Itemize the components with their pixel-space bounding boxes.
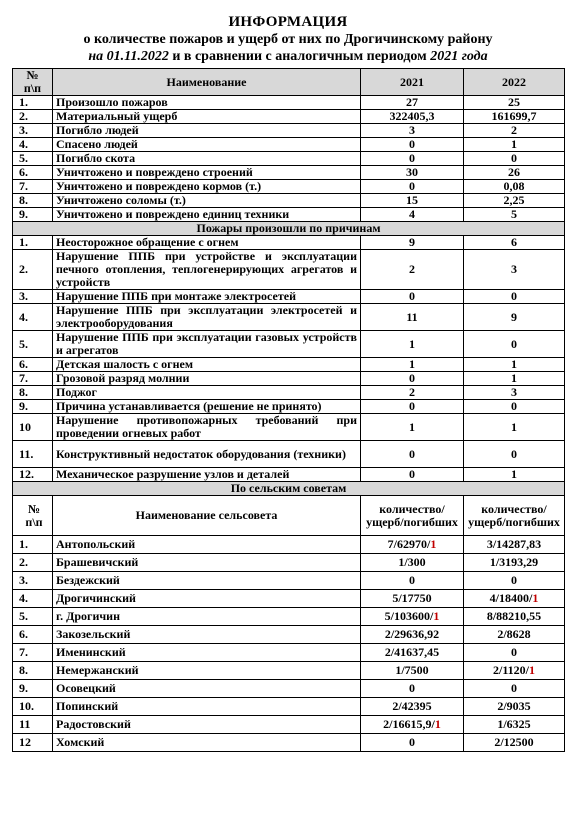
- value-2021: 1: [361, 358, 464, 372]
- council-value-2021: [361, 716, 464, 734]
- table-row: [13, 626, 565, 644]
- council-value-2022: [464, 662, 565, 680]
- council-value-text: 2/16615,9/: [383, 717, 435, 731]
- council-value-2022: [464, 536, 565, 554]
- row-name: Погибло людей: [53, 124, 361, 138]
- council-value-2022: [464, 590, 565, 608]
- council-value-2021: [361, 572, 464, 590]
- value-2021: 3: [361, 124, 464, 138]
- row-number: 1.: [13, 96, 53, 110]
- council-name: Хомский: [53, 734, 361, 752]
- value-2022: 0,08: [464, 180, 565, 194]
- table-row: [13, 734, 565, 752]
- value-2021: 11: [361, 304, 464, 331]
- council-value-2021: [361, 662, 464, 680]
- row-number: 7.: [13, 644, 53, 662]
- table-row: [13, 468, 565, 482]
- row-number: 6.: [13, 166, 53, 180]
- table-row: [13, 698, 565, 716]
- council-deaths-count: 1: [433, 609, 440, 623]
- council-deaths-count: 1: [434, 717, 441, 731]
- row-number: 1.: [13, 236, 53, 250]
- row-number: 11: [13, 716, 53, 734]
- table-row: [13, 572, 565, 590]
- cause-name: Поджог: [53, 386, 361, 400]
- council-value-text: 5/17750: [392, 591, 432, 605]
- council-value-text: 5/103600/: [384, 609, 434, 623]
- value-2022: 0: [464, 441, 565, 468]
- row-number: 2.: [13, 554, 53, 572]
- value-2022: 5: [464, 208, 565, 222]
- council-value-text: 2/12500: [494, 735, 534, 749]
- row-number: 4.: [13, 138, 53, 152]
- council-deaths-count: 1: [430, 537, 437, 551]
- council-value-text: 4/18400/: [489, 591, 533, 605]
- table-row: [13, 608, 565, 626]
- value-2021: 0: [361, 180, 464, 194]
- council-value-text: 1/6325: [497, 717, 531, 731]
- row-number: 10.: [13, 698, 53, 716]
- table-row: [13, 152, 565, 166]
- document-heading: [12, 14, 564, 65]
- value-2021: 0: [361, 138, 464, 152]
- fire-statistics-table: [12, 68, 565, 752]
- cause-name: Грозовой разряд молнии: [53, 372, 361, 386]
- council-value-2022: [464, 608, 565, 626]
- value-2022: 0: [464, 400, 565, 414]
- councils-header-row: [13, 496, 565, 536]
- row-number: 6.: [13, 358, 53, 372]
- council-value-2022: [464, 626, 565, 644]
- row-number: 9.: [13, 400, 53, 414]
- council-value-2021: [361, 590, 464, 608]
- value-2021: 0: [361, 400, 464, 414]
- table-row: [13, 386, 565, 400]
- council-value-2021: [361, 536, 464, 554]
- cause-name: Механическое разрушение узлов и деталей: [53, 468, 361, 482]
- council-value-2022: [464, 734, 565, 752]
- table-row: [13, 180, 565, 194]
- value-2021: 0: [361, 372, 464, 386]
- council-value-text: 3/14287,83: [486, 537, 542, 551]
- councils-rows-body: [13, 536, 565, 752]
- row-number: 4.: [13, 590, 53, 608]
- value-2021: 0: [361, 290, 464, 304]
- council-value-text: 1/7500: [395, 663, 429, 677]
- row-number: 12.: [13, 468, 53, 482]
- value-2021: 2: [361, 250, 464, 290]
- council-value-text: 2/42395: [392, 699, 432, 713]
- row-number: 5.: [13, 608, 53, 626]
- row-number: 3.: [13, 572, 53, 590]
- cause-name: Нарушение ППБ при устройстве и эксплуатации печного отопления, теплогенерирующих агрегатов и устройств: [53, 250, 361, 290]
- value-2022: 2,25: [464, 194, 565, 208]
- table-row: [13, 250, 565, 290]
- table-row: [13, 590, 565, 608]
- row-number: 3.: [13, 124, 53, 138]
- cause-name: Причина устанавливается (решение не принято): [53, 400, 361, 414]
- value-2022: 6: [464, 236, 565, 250]
- row-number: 11.: [13, 441, 53, 468]
- row-name: Уничтожено и повреждено строений: [53, 166, 361, 180]
- council-value-2021: [361, 626, 464, 644]
- value-2022: 0: [464, 152, 565, 166]
- table-row: [13, 358, 565, 372]
- section-title-causes: Пожары произошли по причинам: [13, 222, 565, 236]
- value-2022: 3: [464, 250, 565, 290]
- comparison-year: 2021 года: [430, 49, 488, 64]
- table-row: [13, 331, 565, 358]
- row-number: 3.: [13, 290, 53, 304]
- table-row: [13, 662, 565, 680]
- report-date: на 01.11.2022: [88, 49, 169, 64]
- value-2022: 0: [464, 290, 565, 304]
- column-header-2022: 2022: [464, 69, 565, 96]
- cause-name: Нарушение ППБ при эксплуатации электросетей и электрооборудования: [53, 304, 361, 331]
- table-row: [13, 441, 565, 468]
- value-2022: 26: [464, 166, 565, 180]
- causes-section-body: [13, 222, 565, 236]
- row-name: Погибло скота: [53, 152, 361, 166]
- council-name: Дрогичинский: [53, 590, 361, 608]
- council-value-text: 7/62970/: [387, 537, 431, 551]
- row-number: 10: [13, 414, 53, 441]
- table-row: [13, 110, 565, 124]
- council-value-2021: [361, 644, 464, 662]
- table-row: [13, 414, 565, 441]
- value-2021: 1: [361, 414, 464, 441]
- row-name: Уничтожено и повреждено единиц техники: [53, 208, 361, 222]
- row-number: 8.: [13, 194, 53, 208]
- value-2022: 9: [464, 304, 565, 331]
- row-name: Произошло пожаров: [53, 96, 361, 110]
- table-row: [13, 372, 565, 386]
- row-number: 12: [13, 734, 53, 752]
- council-value-text: 2/8628: [497, 627, 531, 641]
- column-header-name: Наименование: [53, 69, 361, 96]
- table-row: [13, 716, 565, 734]
- section-row-causes: [13, 222, 565, 236]
- value-2022: 1: [464, 138, 565, 152]
- value-2022: 2: [464, 124, 565, 138]
- row-name: Уничтожено соломы (т.): [53, 194, 361, 208]
- council-name: Закозельский: [53, 626, 361, 644]
- table-header-row: [13, 69, 565, 96]
- council-value-2021: [361, 698, 464, 716]
- council-deaths-count: 1: [532, 591, 539, 605]
- table-row: [13, 644, 565, 662]
- value-2021: 27: [361, 96, 464, 110]
- council-name: Радостовский: [53, 716, 361, 734]
- councils-header-name: Наименование сельсовета: [53, 496, 361, 536]
- value-2021: 322405,3: [361, 110, 464, 124]
- council-name: г. Дрогичин: [53, 608, 361, 626]
- comparison-text: и в сравнении с аналогичным периодом: [168, 49, 431, 64]
- value-2021: 0: [361, 152, 464, 166]
- council-value-text: 0: [409, 681, 415, 695]
- row-number: 7.: [13, 180, 53, 194]
- council-name: Бездежский: [53, 572, 361, 590]
- row-number: 8.: [13, 386, 53, 400]
- table-row: [13, 554, 565, 572]
- document-subtitle: о количестве пожаров и ущерб от них по Дрогичинскому району: [83, 32, 493, 47]
- council-value-2022: [464, 698, 565, 716]
- row-number: 5.: [13, 331, 53, 358]
- council-deaths-count: 1: [529, 663, 535, 677]
- row-name: Спасено людей: [53, 138, 361, 152]
- row-number: 5.: [13, 152, 53, 166]
- table-row: [13, 208, 565, 222]
- main-indicators-body: [13, 96, 565, 222]
- row-name: Уничтожено и повреждено кормов (т.): [53, 180, 361, 194]
- row-number: 2.: [13, 250, 53, 290]
- row-number: 8.: [13, 662, 53, 680]
- cause-name: Конструктивный недостаток оборудования (техники): [53, 441, 361, 468]
- row-number: 9.: [13, 680, 53, 698]
- council-value-text: 0: [409, 573, 415, 587]
- value-2021: 2: [361, 386, 464, 400]
- section-title-councils: По сельским советам: [13, 482, 565, 496]
- document-date-line: [12, 48, 564, 65]
- councils-header-2022: количество/ ущерб/погибших: [464, 496, 565, 536]
- council-value-text: 0: [511, 681, 517, 695]
- table-row: [13, 166, 565, 180]
- councils-section-body: [13, 482, 565, 536]
- council-name: Брашевичский: [53, 554, 361, 572]
- column-header-2021: 2021: [361, 69, 464, 96]
- section-row-councils: [13, 482, 565, 496]
- council-name: Немержанский: [53, 662, 361, 680]
- value-2021: 4: [361, 208, 464, 222]
- cause-name: Детская шалость с огнем: [53, 358, 361, 372]
- value-2021: 0: [361, 468, 464, 482]
- council-value-text: 0: [511, 573, 517, 587]
- value-2022: 0: [464, 331, 565, 358]
- council-value-2021: [361, 734, 464, 752]
- cause-name: Неосторожное обращение с огнем: [53, 236, 361, 250]
- cause-name: Нарушение ППБ при монтаже электросетей: [53, 290, 361, 304]
- value-2021: 15: [361, 194, 464, 208]
- value-2021: 30: [361, 166, 464, 180]
- table-row: [13, 400, 565, 414]
- row-number: 7.: [13, 372, 53, 386]
- council-value-text: 2/29636,92: [384, 627, 440, 641]
- row-number: 1.: [13, 536, 53, 554]
- value-2021: 1: [361, 331, 464, 358]
- value-2021: 0: [361, 441, 464, 468]
- table-row: [13, 680, 565, 698]
- councils-header-number: № п\п: [13, 496, 53, 536]
- value-2022: 161699,7: [464, 110, 565, 124]
- table-row: [13, 138, 565, 152]
- council-name: Осовецкий: [53, 680, 361, 698]
- table-row: [13, 96, 565, 110]
- council-value-2021: [361, 608, 464, 626]
- council-value-text: 2/9035: [497, 699, 531, 713]
- council-value-2022: [464, 644, 565, 662]
- council-name: Попинский: [53, 698, 361, 716]
- council-value-2022: [464, 572, 565, 590]
- value-2022: 1: [464, 414, 565, 441]
- table-row: [13, 290, 565, 304]
- causes-rows-body: [13, 236, 565, 482]
- value-2022: 25: [464, 96, 565, 110]
- council-value-2022: [464, 680, 565, 698]
- row-number: 4.: [13, 304, 53, 331]
- value-2022: 3: [464, 386, 565, 400]
- table-row: [13, 304, 565, 331]
- council-name: Антопольский: [53, 536, 361, 554]
- cause-name: Нарушение ППБ при эксплуатации газовых устройств и агрегатов: [53, 331, 361, 358]
- table-row: [13, 124, 565, 138]
- row-number: 9.: [13, 208, 53, 222]
- council-value-text: 8/88210,55: [486, 609, 542, 623]
- table-row: [13, 236, 565, 250]
- document-title: ИНФОРМАЦИЯ: [228, 14, 348, 30]
- row-name: Материальный ущерб: [53, 110, 361, 124]
- value-2022: 1: [464, 358, 565, 372]
- council-name: Именинский: [53, 644, 361, 662]
- councils-header-2021: количество/ ущерб/погибших: [361, 496, 464, 536]
- council-value-2021: [361, 554, 464, 572]
- table-row: [13, 194, 565, 208]
- column-header-number: № п\п: [13, 69, 53, 96]
- row-number: 6.: [13, 626, 53, 644]
- council-value-text: 0: [409, 735, 415, 749]
- council-value-text: 1/3193,29: [489, 555, 539, 569]
- council-value-2021: [361, 680, 464, 698]
- council-value-2022: [464, 716, 565, 734]
- value-2021: 9: [361, 236, 464, 250]
- council-value-2022: [464, 554, 565, 572]
- council-value-text: 2/41637,45: [384, 645, 440, 659]
- council-value-text: 1/300: [398, 555, 426, 569]
- council-value-text: 2/1120/: [492, 663, 529, 677]
- value-2022: 1: [464, 468, 565, 482]
- row-number: 2.: [13, 110, 53, 124]
- cause-name: Нарушение противопожарных требований при проведении огневых работ: [53, 414, 361, 441]
- table-row: [13, 536, 565, 554]
- council-value-text: 0: [511, 645, 517, 659]
- value-2022: 1: [464, 372, 565, 386]
